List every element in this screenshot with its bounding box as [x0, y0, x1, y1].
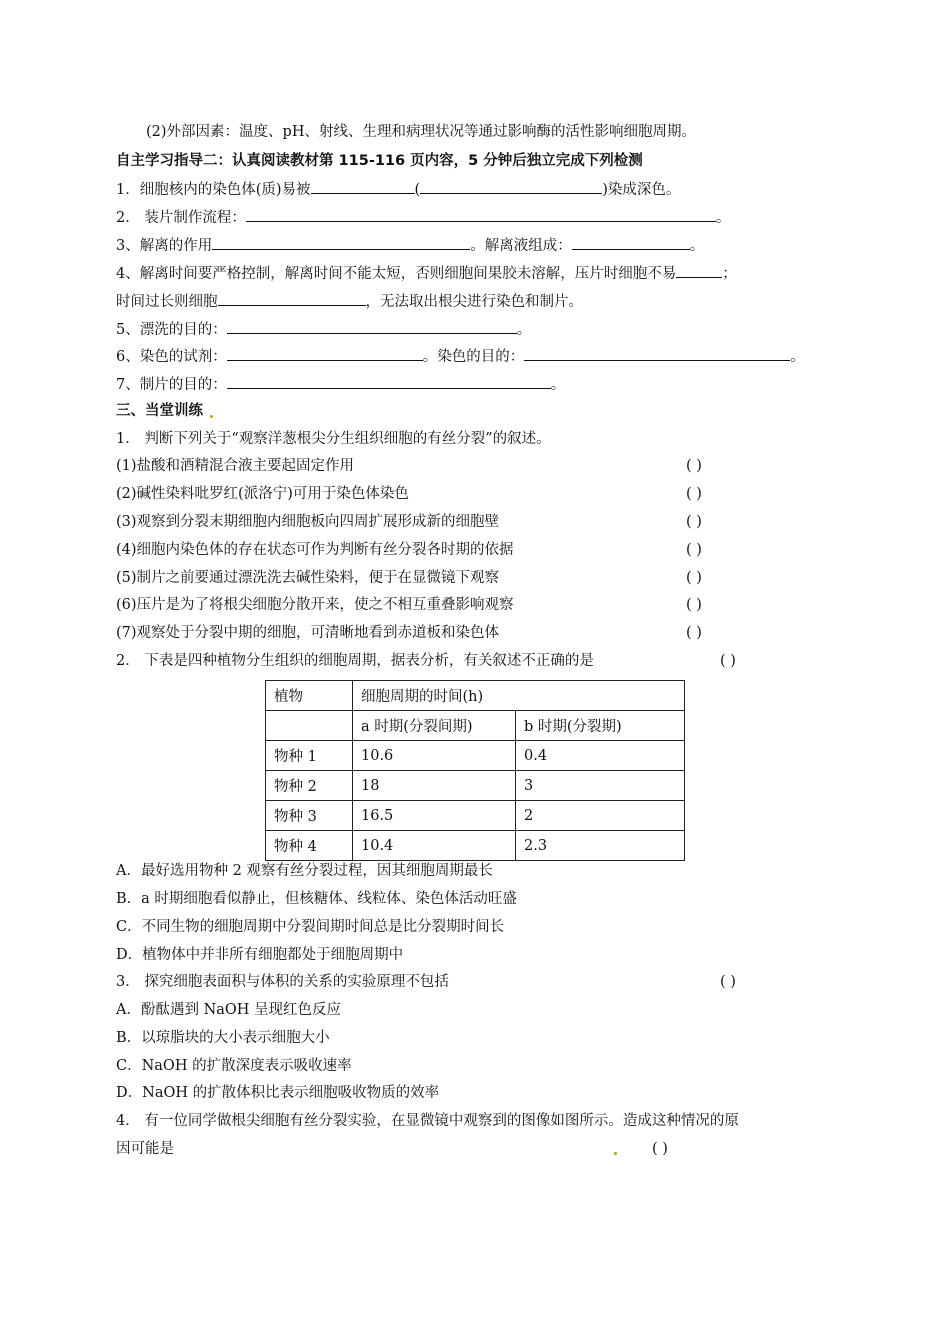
table-cell: 10.6 [353, 741, 516, 771]
fill-q7: 7、制片的目的： 。 [116, 373, 565, 395]
exercise4-stem-line2: 因可能是 [116, 1141, 174, 1157]
exercise3-option-a: A．酚酞遇到 NaOH 呈现红色反应 [116, 1002, 342, 1018]
table-cell: 物种 4 [266, 831, 353, 861]
blank[interactable] [227, 345, 423, 361]
table-row [266, 771, 685, 801]
answer-paren[interactable]: ( ) [686, 486, 702, 502]
answer-paren[interactable]: ( ) [720, 974, 736, 990]
cell-cycle-table [265, 680, 685, 861]
exercise2-stem: 2． 下表是四种植物分生组织的细胞周期，据表分析，有关叙述不正确的是 [116, 653, 594, 669]
exercise1-item: (3)观察到分裂末期细胞内细胞板向四周扩展形成新的细胞壁 [116, 514, 500, 530]
table-cell: 16.5 [353, 801, 516, 831]
table-header-a: a 时期(分裂间期) [353, 711, 516, 741]
answer-paren[interactable]: ( ) [720, 653, 736, 669]
answer-paren[interactable]: ( ) [686, 514, 702, 530]
exercise1-item: (5)制片之前要通过漂洗洗去碱性染料，便于在显微镜下观察 [116, 570, 500, 586]
exercise1-item: (1)盐酸和酒精混合液主要起固定作用 [116, 458, 355, 474]
exercise1-item: (6)压片是为了将根尖细胞分散开来，使之不相互重叠影响观察 [116, 597, 514, 613]
table-cell: 2 [516, 801, 685, 831]
exercise4-stem-line1: 4． 有一位同学做根尖细胞有丝分裂实验，在显微镜中观察到的图像如图所示。造成这种情况的原 [116, 1113, 739, 1129]
blank[interactable] [246, 206, 716, 222]
yellow-dot [210, 415, 213, 418]
table-header-plant: 植物 [266, 681, 353, 711]
table-cell: 2.3 [516, 831, 685, 861]
blank[interactable] [420, 178, 602, 194]
table-cell: 10.4 [353, 831, 516, 861]
answer-paren[interactable]: ( ) [686, 458, 702, 474]
fill-q1: 1．细胞核内的染色体(质)易被 ( )染成深色。 [116, 178, 680, 200]
section3-title: 三、当堂训练 [116, 403, 203, 419]
blank[interactable] [524, 345, 790, 361]
table-row [266, 711, 685, 741]
fill-q3: 3、解离的作用 。解离液组成： 。 [116, 234, 704, 256]
answer-paren[interactable]: ( ) [686, 597, 702, 613]
external-factors-line: (2)外部因素：温度、pH、射线、生理和病理状况等通过影响酶的活性影响细胞周期。 [146, 124, 696, 140]
table-cell-empty [266, 711, 353, 741]
blank[interactable] [572, 234, 690, 250]
answer-paren[interactable]: ( ) [686, 542, 702, 558]
exercise2-option-c: C．不同生物的细胞周期中分裂间期时间总是比分裂期时间长 [116, 919, 505, 935]
guide2-title: 自主学习指导二：认真阅读教材第 115-116 页内容，5 分钟后独立完成下列检测 [116, 153, 643, 169]
table-row [266, 681, 685, 711]
table-cell: 0.4 [516, 741, 685, 771]
fill-q2: 2． 装片制作流程： 。 [116, 206, 730, 228]
blank[interactable] [212, 234, 470, 250]
blank[interactable] [218, 290, 366, 306]
exercise3-option-c: C．NaOH 的扩散深度表示吸收速率 [116, 1058, 352, 1074]
blank[interactable] [311, 178, 415, 194]
yellow-dot [614, 1152, 617, 1155]
fill-q6: 6、染色的试剂： 。染色的目的： 。 [116, 345, 805, 367]
blank[interactable] [676, 262, 722, 278]
blank[interactable] [227, 373, 551, 389]
table-row [266, 801, 685, 831]
answer-paren[interactable]: ( ) [652, 1141, 668, 1157]
exercise1-item: (2)碱性染料吡罗红(派洛宁)可用于染色体染色 [116, 486, 409, 502]
exercise1-item: (7)观察处于分裂中期的细胞，可清晰地看到赤道板和染色体 [116, 625, 500, 641]
table-cell: 物种 1 [266, 741, 353, 771]
table-cell: 3 [516, 771, 685, 801]
exercise3-option-b: B．以琼脂块的大小表示细胞大小 [116, 1030, 330, 1046]
exercise2-option-a: A．最好选用物种 2 观察有丝分裂过程，因其细胞周期最长 [116, 863, 493, 879]
answer-paren[interactable]: ( ) [686, 625, 702, 641]
answer-paren[interactable]: ( ) [686, 570, 702, 586]
table-header-cycle: 细胞周期的时间(h) [353, 681, 685, 711]
table-cell: 18 [353, 771, 516, 801]
exercise3-option-d: D．NaOH 的扩散体积比表示细胞吸收物质的效率 [116, 1085, 440, 1101]
fill-q4-line1: 4、解离时间要严格控制，解离时间不能太短，否则细胞间果胶未溶解，压片时细胞不易 ； [116, 262, 737, 284]
blank[interactable] [227, 318, 517, 334]
table-cell: 物种 2 [266, 771, 353, 801]
table-header-b: b 时期(分裂期) [516, 711, 685, 741]
exercise3-stem: 3． 探究细胞表面积与体积的关系的实验原理不包括 [116, 974, 449, 990]
table-row [266, 831, 685, 861]
exercise1-stem: 1． 判断下列关于“观察洋葱根尖分生组织细胞的有丝分裂”的叙述。 [116, 431, 551, 447]
table-row [266, 741, 685, 771]
fill-q5: 5、漂洗的目的： 。 [116, 318, 531, 340]
exercise2-option-b: B．a 时期细胞看似静止，但核糖体、线粒体、染色体活动旺盛 [116, 891, 517, 907]
table-cell: 物种 3 [266, 801, 353, 831]
exercise1-item: (4)细胞内染色体的存在状态可作为判断有丝分裂各时期的依据 [116, 542, 514, 558]
exercise2-option-d: D．植物体中并非所有细胞都处于细胞周期中 [116, 947, 404, 963]
fill-q4-line2: 时间过长则细胞 ，无法取出根尖进行染色和制片。 [116, 290, 583, 312]
